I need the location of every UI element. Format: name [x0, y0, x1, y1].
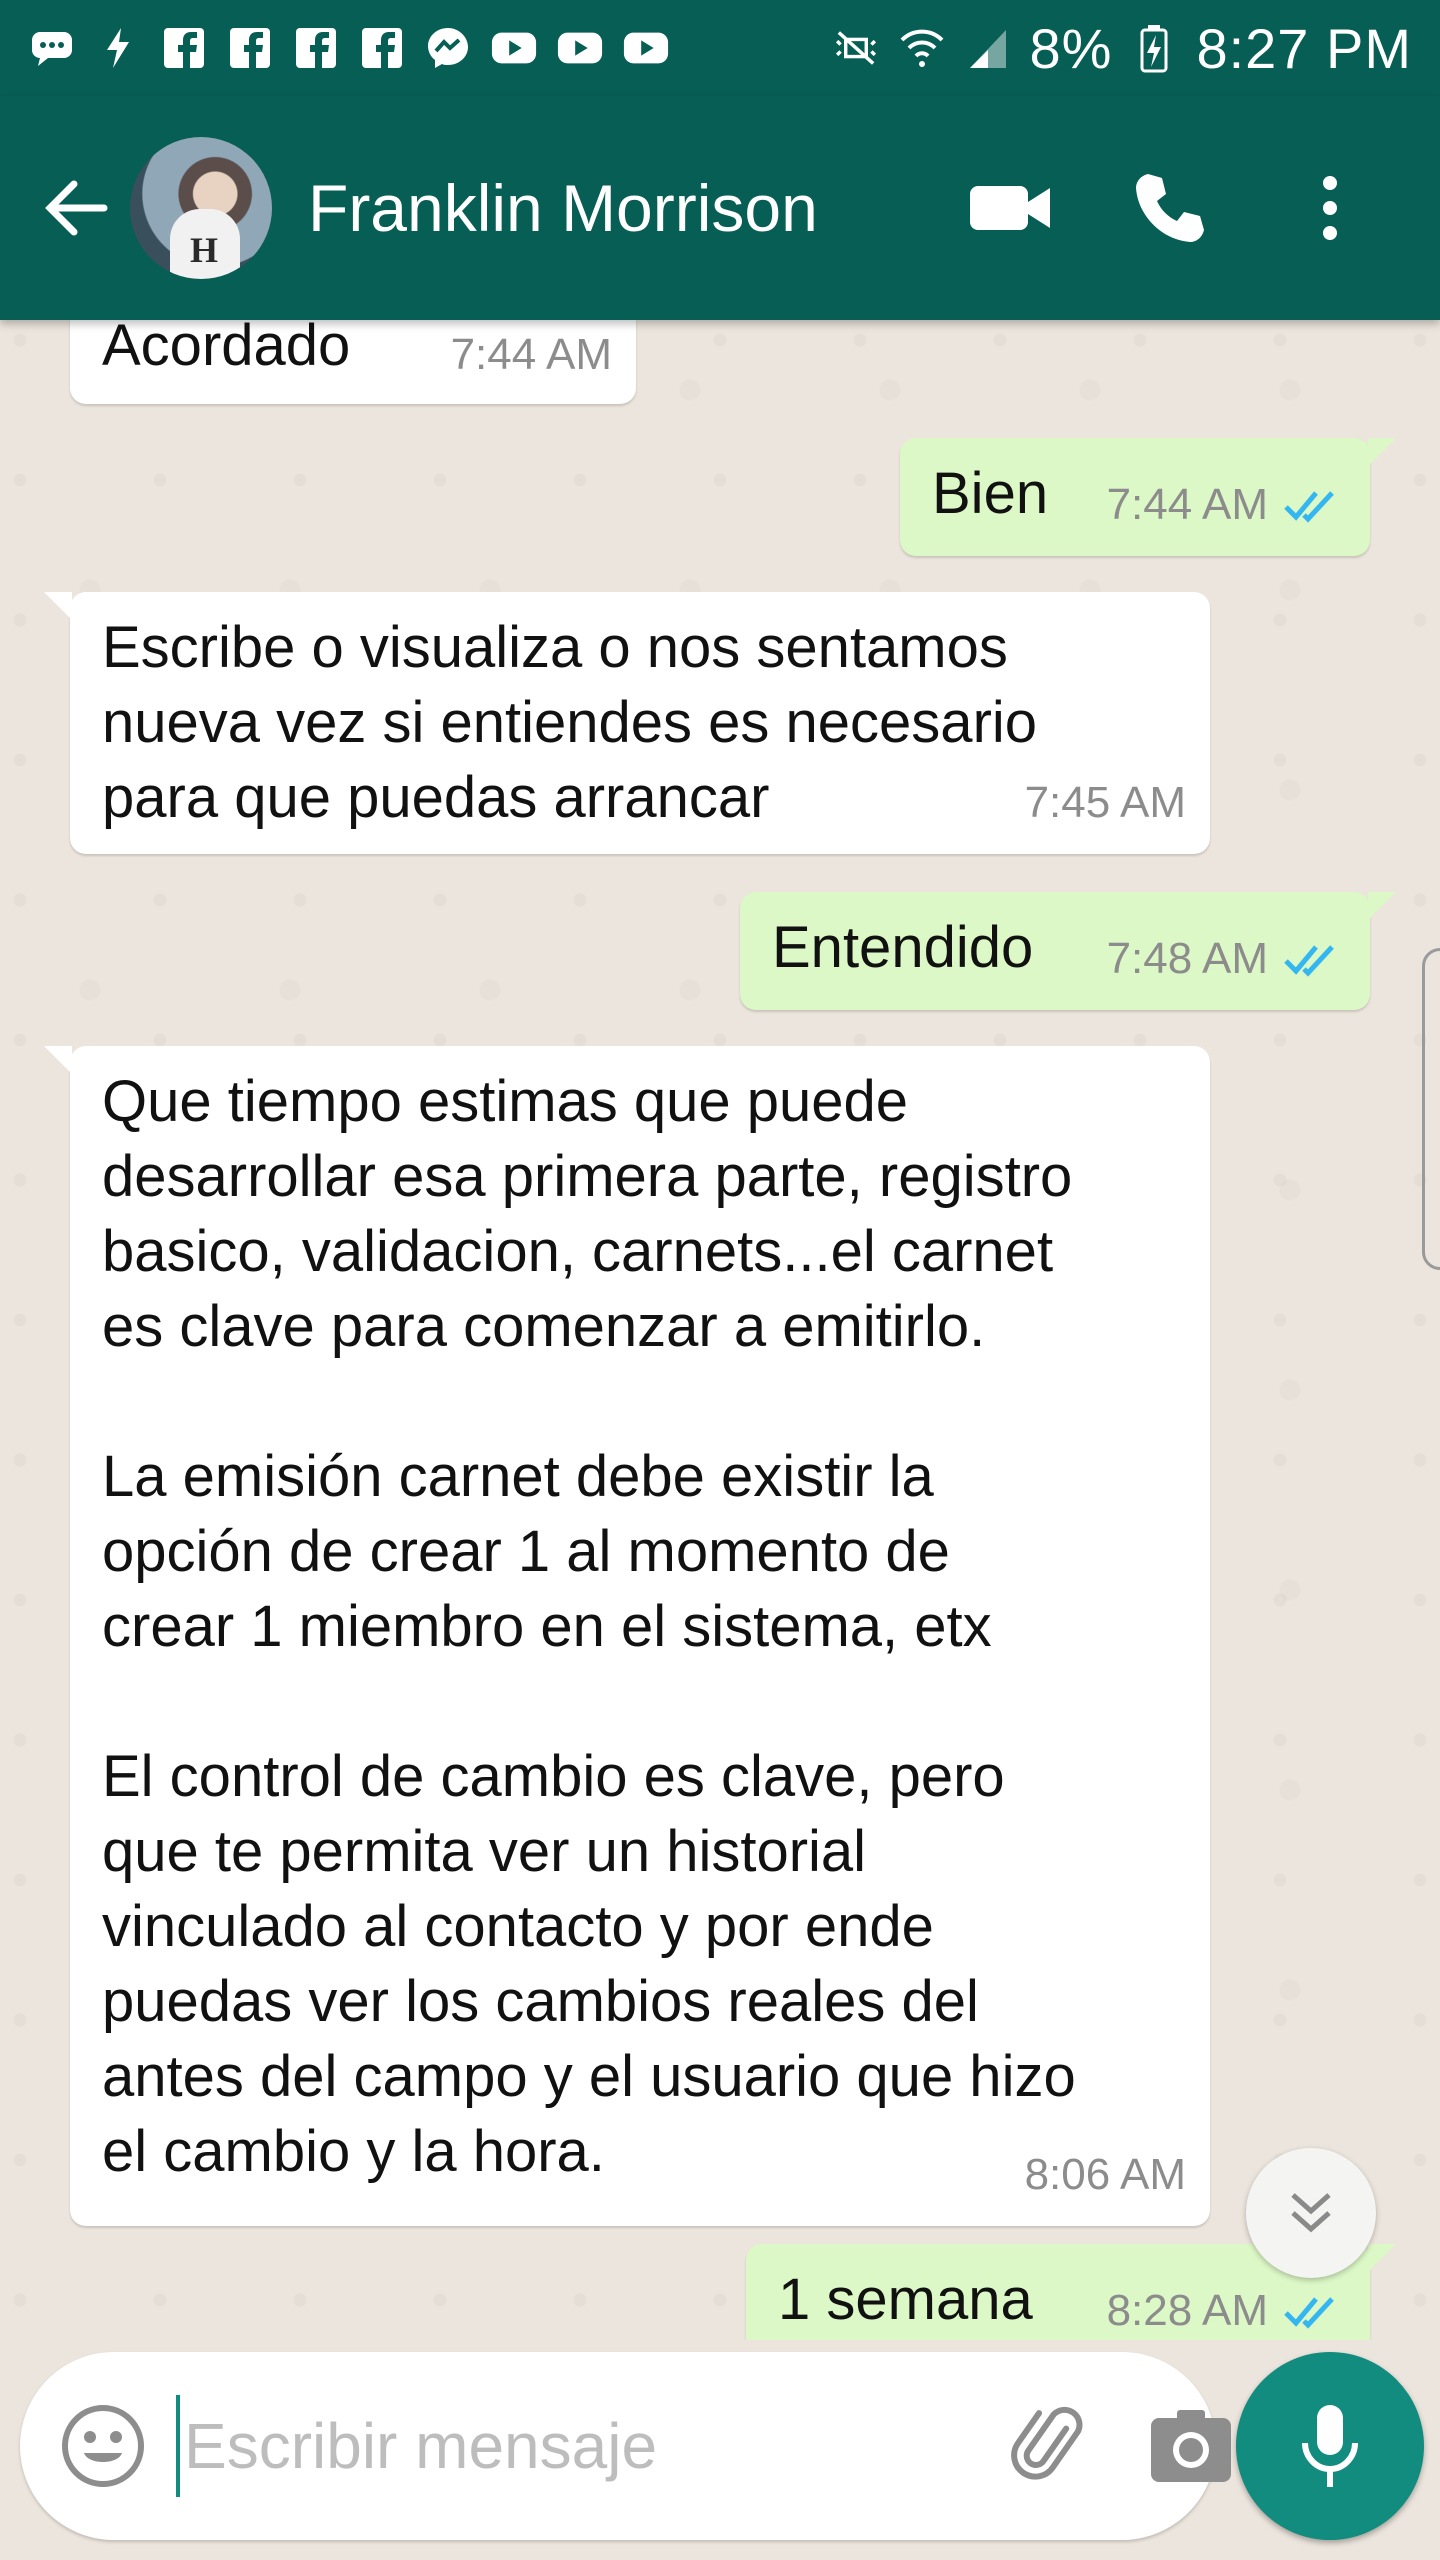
chat-bubble-icon	[28, 24, 76, 72]
header-actions	[960, 158, 1380, 258]
message-meta	[1107, 467, 1346, 542]
notification-icons	[28, 24, 670, 72]
avatar[interactable]	[130, 137, 272, 279]
voice-message-button[interactable]	[1236, 2352, 1424, 2540]
message-outgoing[interactable]	[900, 438, 1370, 556]
message-time: 7:48 AM	[1106, 934, 1268, 983]
youtube-icon	[556, 24, 604, 72]
system-status	[832, 16, 1413, 81]
battery-charging-icon	[1130, 24, 1178, 72]
double-check-icon	[1282, 2291, 1346, 2331]
edge-panel-handle[interactable]	[1422, 948, 1440, 1270]
double-check-icon	[1282, 939, 1346, 979]
emoji-button[interactable]	[60, 2401, 146, 2491]
flash-icon	[94, 24, 142, 72]
back-button[interactable]	[20, 153, 130, 263]
message-incoming[interactable]	[70, 320, 636, 404]
camera-button[interactable]	[1149, 2401, 1233, 2491]
message-incoming[interactable]	[70, 592, 1210, 854]
message-time: 8:06 AM	[1024, 2150, 1186, 2199]
video-call-button[interactable]	[960, 158, 1060, 258]
youtube-icon	[622, 24, 670, 72]
facebook-icon	[226, 24, 274, 72]
youtube-icon	[490, 24, 538, 72]
camera-icon	[1149, 2408, 1233, 2484]
voice-call-button[interactable]	[1120, 158, 1220, 258]
phone-icon	[1132, 170, 1208, 246]
arrow-left-icon	[40, 178, 110, 238]
smiley-icon	[60, 2403, 146, 2489]
message-text: Que tiempo estimas que puede desarrollar esa primera parte, registro basico, validacion, carnets...el carnet es clave para comenzar a emitirlo. La emisión carnet debe existir la opción de crear 1 al momento de crear 1 miembro en el sistema, etx El control de cambio es clave, pero que te permita ver un historial vinculado al contacto y por ende puedas ver los cambios reales del antes del campo y el usuario que hizo el cambio y la hora.	[102, 1069, 1076, 2184]
status-bar	[0, 0, 1440, 96]
message-input[interactable]	[176, 2395, 1009, 2497]
paperclip-icon	[1009, 2401, 1099, 2491]
message-time: 7:44 AM	[450, 330, 612, 379]
message-text: Escribe o visualiza o nos sentamos nueva vez si entiendes es necesario para que puedas arrancar	[102, 615, 1038, 830]
message-meta	[1107, 921, 1346, 996]
facebook-icon	[292, 24, 340, 72]
message-meta	[451, 320, 612, 392]
more-vertical-icon	[1318, 173, 1342, 243]
avatar-letter: H	[190, 230, 219, 270]
message-text: Acordado	[102, 320, 351, 378]
facebook-icon	[358, 24, 406, 72]
messenger-icon	[424, 24, 472, 72]
message-list[interactable]	[0, 320, 1440, 2340]
message-time: 7:45 AM	[1024, 778, 1186, 827]
more-options-button[interactable]	[1280, 158, 1380, 258]
double-check-icon	[1282, 485, 1346, 525]
message-incoming[interactable]	[70, 1046, 1210, 2226]
battery-percent: 8%	[1029, 16, 1113, 80]
message-outgoing[interactable]	[740, 892, 1370, 1010]
message-time: 7:44 AM	[1106, 480, 1268, 529]
signal-icon	[964, 24, 1012, 72]
message-meta	[1025, 2137, 1186, 2212]
facebook-icon	[160, 24, 208, 72]
message-text: 1 semana	[778, 2267, 1033, 2332]
contact-name[interactable]: Franklin Morrison	[308, 171, 818, 245]
mute-icon	[832, 24, 880, 72]
clock: 8:27 PM	[1196, 16, 1412, 80]
message-text: Bien	[932, 461, 1049, 526]
video-camera-icon	[968, 180, 1052, 236]
message-time: 8:28 AM	[1106, 2286, 1268, 2335]
microphone-icon	[1295, 2401, 1365, 2491]
double-chevron-down-icon	[1283, 2185, 1339, 2241]
message-composer	[20, 2352, 1216, 2540]
message-meta	[1107, 2273, 1346, 2340]
chat-header	[0, 96, 1440, 320]
scroll-to-bottom-button[interactable]	[1246, 2148, 1376, 2278]
message-text: Entendido	[772, 915, 1034, 980]
wifi-icon	[898, 24, 946, 72]
attach-button[interactable]	[1009, 2401, 1099, 2491]
message-meta	[1025, 765, 1186, 840]
